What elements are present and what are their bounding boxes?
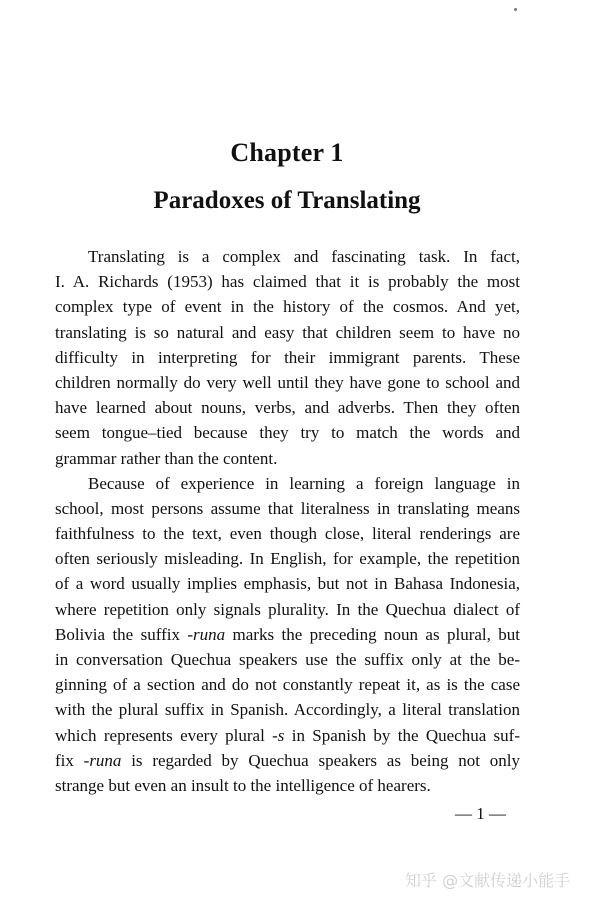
paragraph-1 (55, 244, 520, 471)
scan-speck (514, 8, 517, 11)
text-line: grammar rather than the content. (55, 448, 278, 468)
text-line: often seriously misleading. In English, for example, the repetition (55, 549, 520, 569)
suffix-term: -runa (187, 624, 226, 644)
text-line: in conversation Quechua speakers use the suffix only at the be- (55, 650, 520, 669)
chapter-number: Chapter 1 (230, 138, 344, 167)
chapter-title: Paradoxes of Translating (153, 187, 421, 214)
suffix-term: -runa (83, 750, 122, 770)
text-line: seem tongue–tied because they try to match the words and (55, 423, 520, 443)
text-line: have learned about nouns, verbs, and adverbs. Then they often (55, 398, 520, 418)
text-line: school, most persons assume that literalness in translating means (55, 498, 520, 518)
watermark: 知乎 @文献传递小能手 (405, 871, 571, 890)
text-line: which represents every plural -s in Spanish by the Quechua suf- (55, 725, 520, 745)
text-line: fix -runa is regarded by Quechua speakers as being not only (55, 750, 520, 770)
text-line: Translating is a complex and fascinating task. In fact, (88, 247, 520, 266)
paragraph-2 (55, 471, 520, 798)
text-line: complex type of event in the history of the cosmos. And yet, (55, 297, 520, 317)
text-line: Bolivia the suffix -runa marks the preceding noun as plural, but (55, 624, 520, 644)
text-line: with the plural suffix in Spanish. Accordingly, a literal translation (55, 700, 520, 720)
suffix-term: -s (272, 725, 285, 745)
text-line: where repetition only signals plurality. In the Quechua dialect of (55, 599, 520, 619)
page-number: — 1 — (455, 804, 506, 823)
text-line: children normally do very well until they have gone to school and (55, 372, 520, 392)
text-line: of a word usually implies emphasis, but not in Bahasa Indonesia, (55, 574, 520, 594)
body-text (55, 244, 520, 798)
text-line: faithfulness to the text, even though close, literal renderings are (55, 524, 520, 544)
text-line: Because of experience in learning a foreign language in (88, 473, 520, 493)
text-line: translating is so natural and easy that children seem to have no (55, 322, 520, 342)
text-line: ginning of a section and do not constantly repeat it, as is the case (55, 675, 520, 695)
text-line: strange but even an insult to the intelligence of hearers. (55, 775, 431, 795)
text-line: difficulty in interpreting for their immigrant parents. These (55, 347, 520, 367)
text-line: I. A. Richards (1953) has claimed that it is probably the most (55, 272, 520, 292)
